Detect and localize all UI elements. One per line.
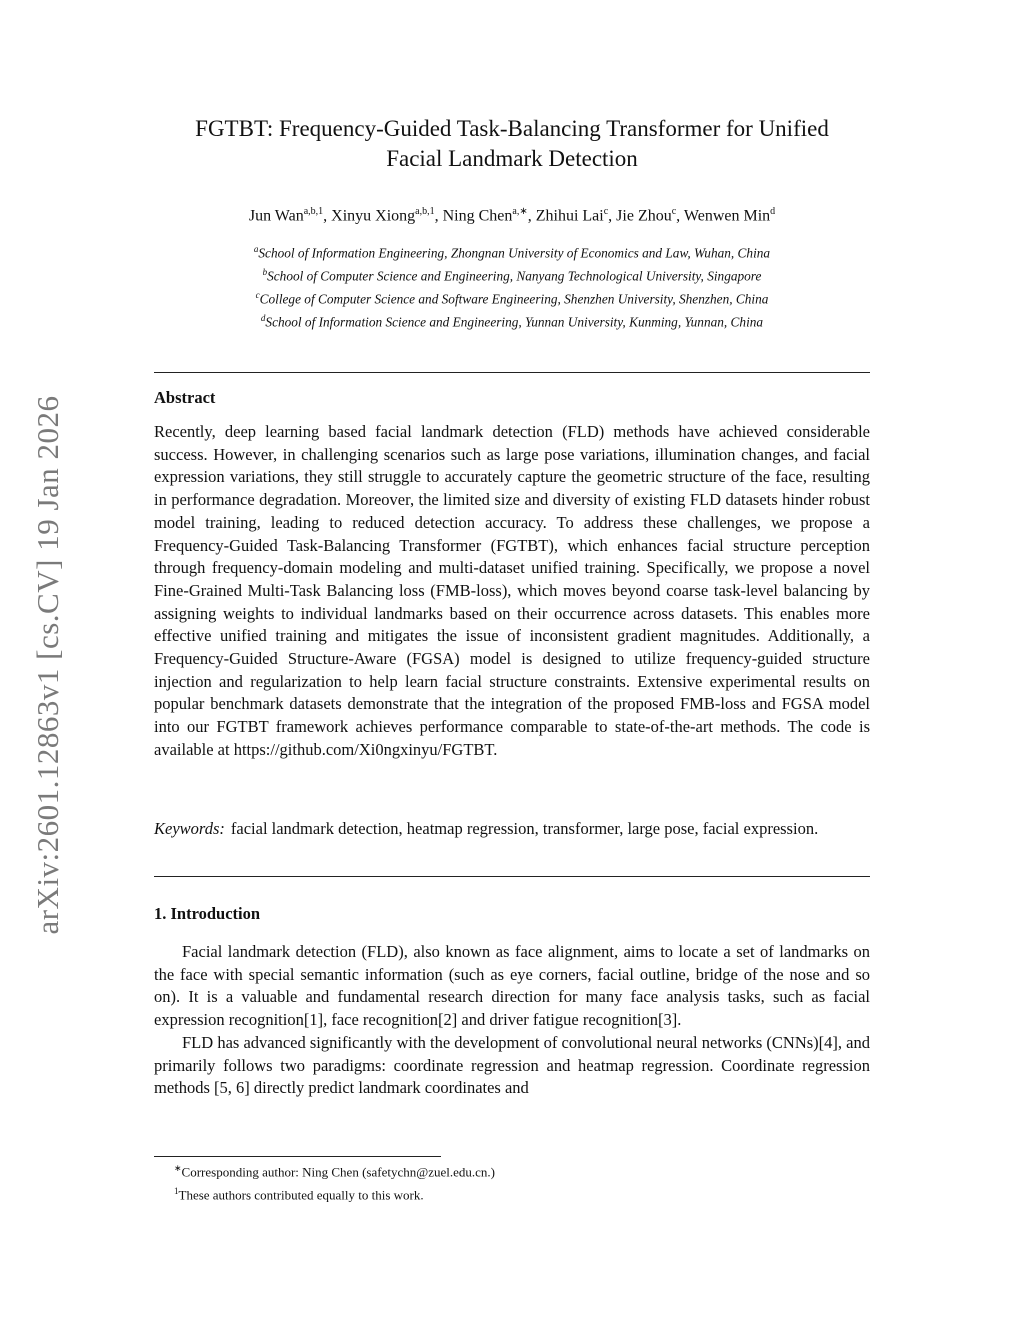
affiliation-line bbox=[154, 240, 870, 263]
affiliation-mark: c bbox=[255, 289, 260, 300]
author-name: Wenwen Min bbox=[683, 207, 771, 225]
introduction-paragraph: FLD has advanced significantly with the development of convolutional neural networks (CNNs)[4], and primarily follows two paradigms: coordinate regression and heatmap regression. Coordinate regression methods [5, 6] directly predict landmark coordinates and bbox=[154, 1032, 870, 1098]
footnote-text: These authors contributed equally to this work. bbox=[178, 1187, 424, 1203]
author-name: Jie Zhou bbox=[616, 207, 672, 225]
affiliation-list bbox=[154, 240, 870, 332]
abstract-bottom-rule bbox=[154, 876, 870, 877]
title-line-1: FGTBT: Frequency-Guided Task-Balancing Transformer for Unified bbox=[195, 116, 829, 141]
footnotes bbox=[154, 1159, 870, 1205]
author-name: Ning Chen bbox=[442, 207, 513, 225]
abstract-top-rule bbox=[154, 372, 870, 373]
footnote-rule bbox=[154, 1156, 441, 1157]
author-name: Jun Wan bbox=[248, 207, 304, 225]
author-affiliation-mark: c bbox=[603, 206, 609, 217]
affiliation-line bbox=[154, 263, 870, 286]
footnote-mark: ∗ bbox=[174, 1163, 182, 1173]
author-name: Xinyu Xiong bbox=[331, 207, 416, 225]
author-affiliation-mark: a,∗ bbox=[512, 206, 528, 217]
affiliation-text: School of Information Science and Engineering, Yunnan University, Kunming, Yunnan, China bbox=[265, 314, 764, 330]
affiliation-line bbox=[154, 309, 870, 332]
abstract-body: Recently, deep learning based facial landmark detection (FLD) methods have achieved considerable success. However, in challenging scenarios such as large pose variations, illumination changes, and facial expression variations, they still struggle to accurately capture the geometric structure of the face, resulting in performance degradation. Moreover, the limited size and diversity of existing FLD datasets hinder robust model training, leading to reduced detection accuracy. To address these challenges, we propose a Frequency-Guided Task-Balancing Transformer (FGTBT), which enhances facial structure perception through frequency-domain modeling and multi-dataset unified training. Specifically, we propose a novel Fine-Grained Multi-Task Balancing loss (FMB-loss), which moves beyond coarse task-level balancing by assigning weights to individual landmarks based on their occurrence across datasets. This enables more effective unified training and mitigates the issue of inconsistent gradient magnitudes. Additionally, a Frequency-Guided Structure-Aware (FGSA) model is designed to utilize frequency-guided structure injection and regularization to help learn facial structure constraints. Extensive experimental results on popular benchmark datasets demonstrate that the integration of the proposed FMB-loss and FGSA model into our FGTBT framework achieves performance comparable to state-of-the-art methods. The code is available at https://github.com/Xi0ngxinyu/FGTBT. bbox=[154, 422, 870, 759]
affiliation-text: School of Computer Science and Engineering, Nanyang Technological University, Singapore bbox=[267, 268, 762, 284]
author-name: Zhihui Lai bbox=[535, 207, 604, 225]
keywords bbox=[154, 818, 870, 841]
affiliation-mark: d bbox=[260, 312, 266, 323]
affiliation-text: School of Information Engineering, Zhongnan University of Economics and Law, Wuhan, China bbox=[258, 245, 771, 261]
introduction-heading: 1. Introduction bbox=[154, 904, 261, 923]
author-affiliation-mark: d bbox=[770, 206, 776, 217]
title-line-2: Facial Landmark Detection bbox=[386, 146, 638, 171]
keywords-label: Keywords: bbox=[154, 819, 225, 838]
introduction-paragraph: Facial landmark detection (FLD), also known as face alignment, aims to locate a set of landmarks on the face with special semantic information (such as eye corners, facial outline, bridge of the nose and so on). It is a valuable and fundamental research direction for many face analysis tasks, such as facial expression recognition[1], face recognition[2] and driver fatigue recognition[3]. bbox=[154, 942, 870, 1030]
abstract-heading: Abstract bbox=[154, 388, 216, 407]
arxiv-identifier-stamp: arXiv:2601.12863v1 [cs.CV] 19 Jan 2026 bbox=[30, 395, 65, 935]
affiliation-line bbox=[154, 286, 870, 309]
paper-title bbox=[154, 114, 870, 174]
author-affiliation-mark: a,b,1 bbox=[303, 206, 324, 217]
affiliation-text: College of Computer Science and Software Engineering, Shenzhen University, Shenzhen, China bbox=[259, 291, 769, 307]
author-affiliation-mark: c bbox=[671, 206, 677, 217]
affiliation-mark: b bbox=[262, 266, 268, 277]
footnote bbox=[154, 1159, 870, 1182]
footnote-text: Corresponding author: Ning Chen (safetychn@zuel.edu.cn.) bbox=[181, 1164, 495, 1180]
footnote-mark: 1 bbox=[174, 1185, 179, 1196]
footnote bbox=[154, 1182, 870, 1205]
keywords-text: facial landmark detection, heatmap regression, transformer, large pose, facial expression. bbox=[230, 819, 819, 838]
author-list: Jun Wan$^{a,b,1}$, Xinyu Xiong$^{a,b,1}$, Ning Chen$^{a,∗}$, Zhihui Lai$^c$, Jie Zhou$^c$, Wenwen Min$^d$ bbox=[248, 206, 776, 225]
introduction-body bbox=[154, 941, 870, 1100]
author-affiliation-mark: a,b,1 bbox=[415, 206, 435, 217]
affiliation-mark: a bbox=[253, 244, 259, 254]
